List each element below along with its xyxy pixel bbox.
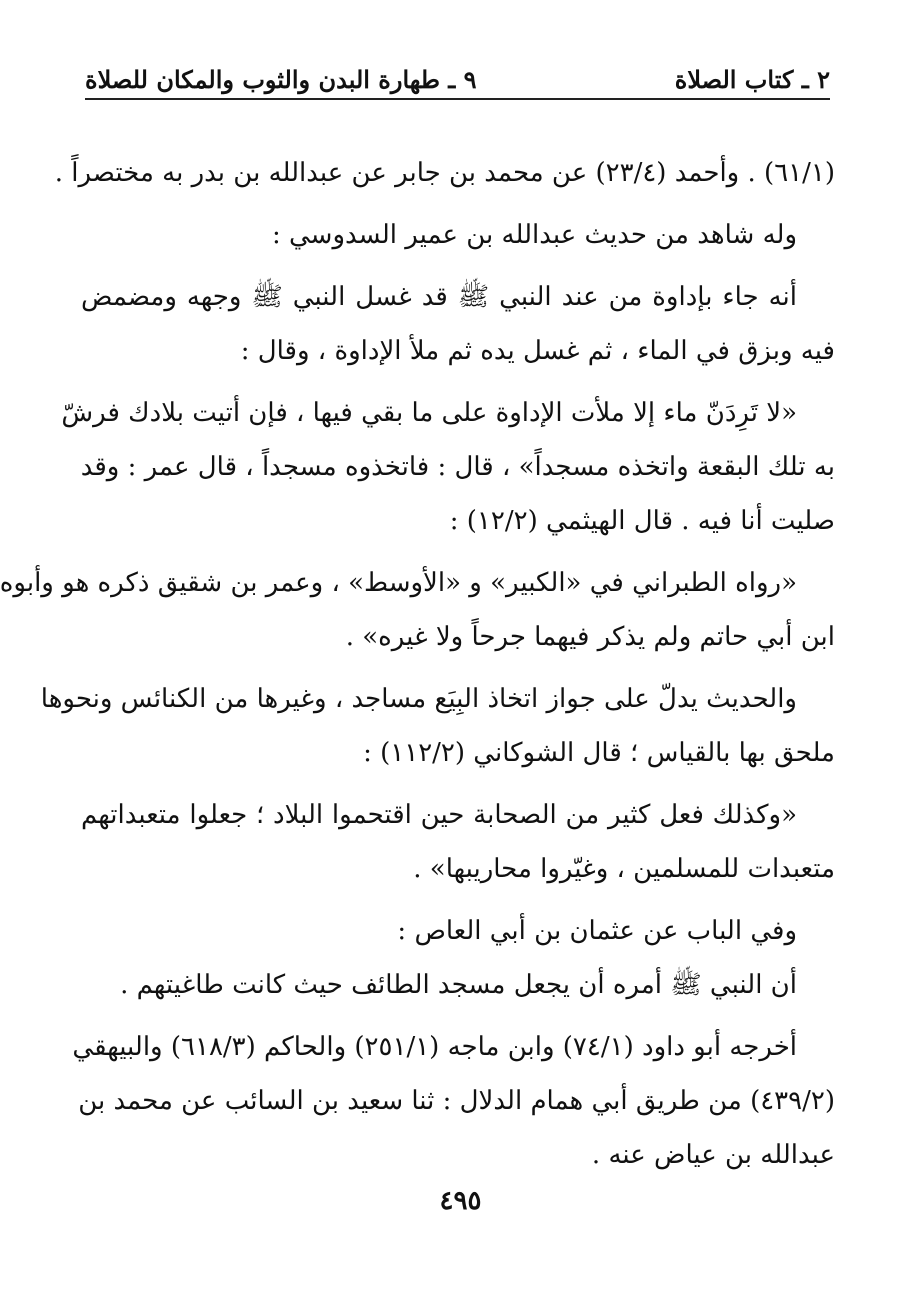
page-number: ٤٩٥ <box>439 1186 482 1216</box>
text-line: وله شاهد من حديث عبدالله بن عمير السدوسي : <box>271 220 797 250</box>
text-line: متعبدات للمسلمين ، وغيّروا محاريبها» . <box>413 854 835 884</box>
text-line: أخرجه أبو داود (٧٤/١) وابن ماجه (٢٥١/١) والحاكم (٦١٨/٣) والبيهقي <box>72 1032 797 1062</box>
text-line: والحديث يدلّ على جواز اتخاذ البِيَع مساجد ، وغيرها من الكنائس ونحوها <box>40 684 797 714</box>
section-title: ٩ ـ طهارة البدن والثوب والمكان للصلاة <box>85 65 477 94</box>
text-line: أن النبي ﷺ أمره أن يجعل مسجد الطائف حيث كانت طاغيتهم . <box>120 970 797 1000</box>
text-line: «رواه الطبراني في «الكبير» و «الأوسط» ، وعمر بن شقيق ذكره هو وأبوه <box>0 568 797 598</box>
body-text <box>0 146 835 1182</box>
text-line: عبدالله بن عياض عنه . <box>591 1140 835 1170</box>
running-header <box>85 50 830 100</box>
text-line: (٦١/١) . وأحمد (٢٣/٤) عن محمد بن جابر عن عبدالله بن بدر به مختصراً . <box>54 158 835 188</box>
text-line: «وكذلك فعل كثير من الصحابة حين اقتحموا البلاد ؛ جعلوا متعبداتهم <box>81 800 797 830</box>
text-line: (٤٣٩/٢) من طريق أبي همام الدلال : ثنا سعيد بن السائب عن محمد بن <box>78 1086 835 1116</box>
text-line: به تلك البقعة واتخذه مسجداً» ، قال : فاتخذوه مسجداً ، قال عمر : وقد <box>80 452 835 482</box>
text-line: فيه وبزق في الماء ، ثم غسل يده ثم ملأ الإداوة ، وقال : <box>240 336 835 366</box>
chapter-title: ٢ ـ كتاب الصلاة <box>674 65 830 94</box>
text-line: أنه جاء بإداوة من عند النبي ﷺ قد غسل النبي ﷺ وجهه ومضمض <box>81 282 797 312</box>
text-line: «لا تَرِدَنّ ماء إلا ملأت الإداوة على ما بقي فيها ، فإن أتيت بلادك فرشّ <box>61 398 797 428</box>
text-line: ابن أبي حاتم ولم يذكر فيهما جرحاً ولا غيره» . <box>345 622 835 652</box>
text-line: وفي الباب عن عثمان بن أبي العاص : <box>397 916 797 946</box>
text-line: صليت أنا فيه . قال الهيثمي (١٢/٢) : <box>449 506 835 536</box>
text-line: ملحق بها بالقياس ؛ قال الشوكاني (١١٢/٢) : <box>363 738 835 768</box>
